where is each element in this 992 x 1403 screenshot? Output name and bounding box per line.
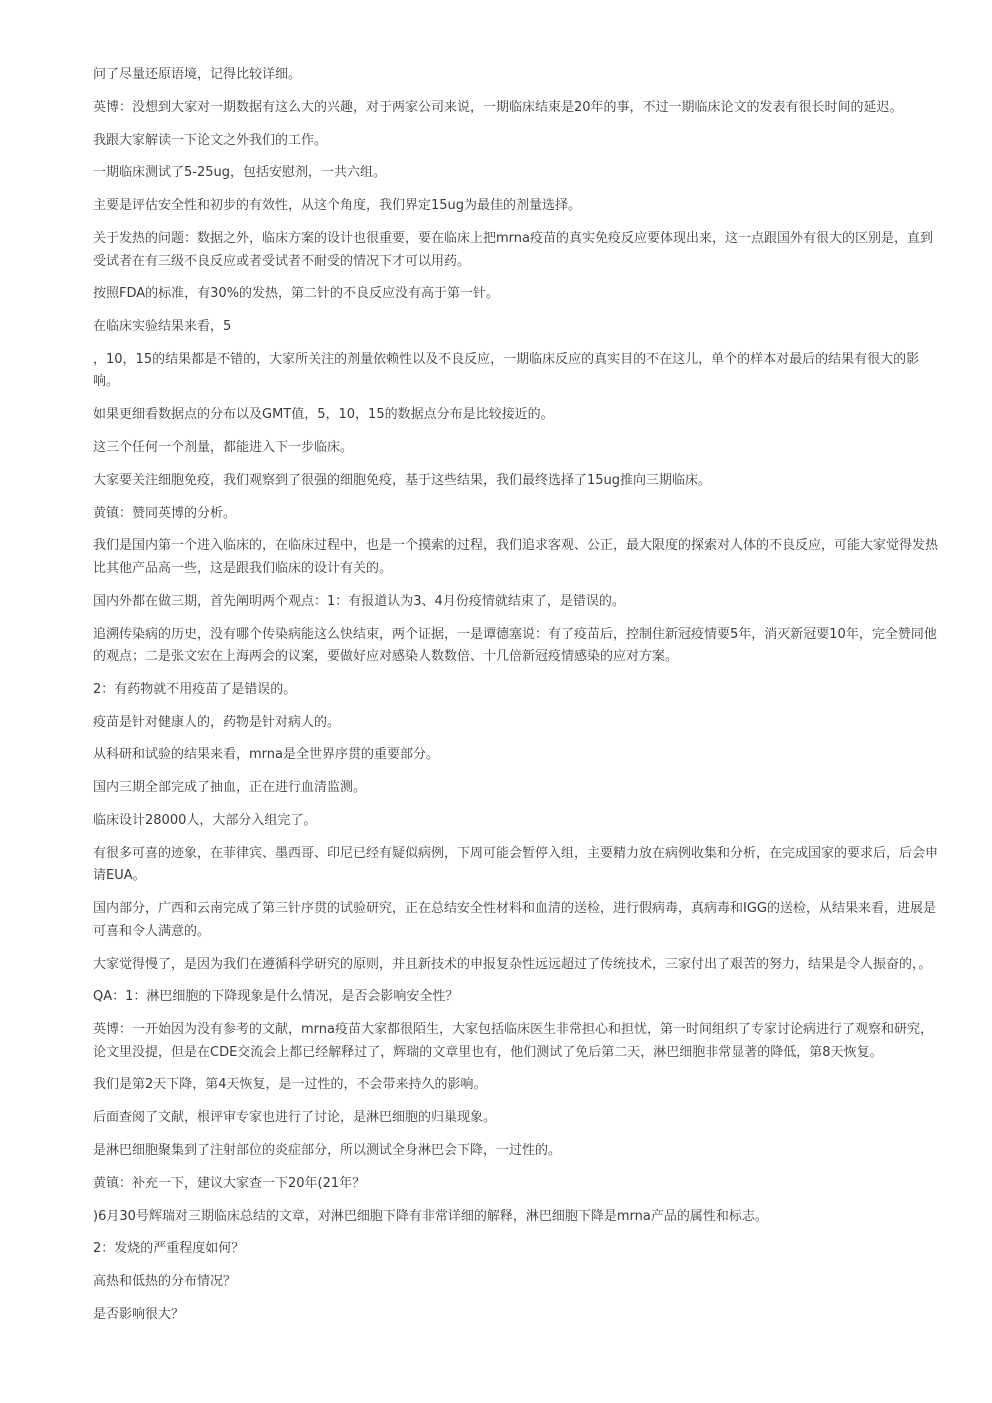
paragraph: 从科研和试验的结果来看，mrna是全世界序贯的重要部分。 <box>93 747 439 763</box>
paragraph: 国内三期全部完成了抽血，正在进行血清监测。 <box>93 780 367 796</box>
paragraph: 这三个任何一个剂量，都能进入下一步临床。 <box>93 440 354 455</box>
paragraph: 我跟大家解读一下论文之外我们的工作。 <box>93 132 328 148</box>
paragraph: 追溯传染病的历史，没有哪个传染病能这么快结束，两个证据，一是谭德塞说：有了疫苗后，控制住新冠疫情要5年，消灭新冠要10年，完全赞同他的观点；二是张文宏在上海两会的议案，要做好应对感染人数数倍、十几倍新冠疫情感染的应对方案。 <box>93 626 937 665</box>
paragraph: 国内部分，广西和云南完成了第三针序贯的试验研究，正在总结安全性材料和血清的送检，进行假病毒，真病毒和IGG的送检，从结果来看，进展是可喜和令人满意的。 <box>93 901 936 939</box>
paragraph: 国内外都在做三期，首先阐明两个观点：1：有报道认为3、4月份疫情就结束了，是错误的。 <box>93 593 625 609</box>
paragraph: 关于发热的问题：数据之外，临床方案的设计也很重要，要在临床上把mrna疫苗的真实免疫反应要体现出来，这一点跟国外有很大的区别是，直到受试者在有三级不良反应或者受试者不耐受的情况下才可以用药。 <box>93 230 933 269</box>
paragraph: QA：1：淋巴细胞的下降现象是什么情况，是否会影响安全性？ <box>93 989 459 1005</box>
paragraph: 大家觉得慢了，是因为我们在遵循科学研究的原则，并且新技术的申报复杂性远远超过了传统技术，三家付出了艰苦的努力，结果是令人振奋的，。 <box>93 956 932 972</box>
paragraph: 黄镇：补充一下，建议大家查一下20年(21年？ <box>93 1175 366 1191</box>
paragraph: 我们是第2天下降，第4天恢复，是一过性的，不会带来持久的影响。 <box>93 1077 487 1093</box>
paragraph: 是淋巴细胞聚集到了注射部位的炎症部分，所以测试全身淋巴会下降，一过性的。 <box>93 1143 562 1159</box>
paragraph: 问了尽量还原语境，记得比较详细。 <box>93 67 302 82</box>
paragraph: 后面查阅了文献，根评审专家也进行了讨论，是淋巴细胞的归巢现象。 <box>93 1110 497 1126</box>
paragraph: 2：发烧的严重程度如何？ <box>93 1241 245 1257</box>
paragraph: 临床设计28000人，大部分入组完了。 <box>93 813 317 828</box>
paragraph: 是否影响很大？ <box>93 1306 185 1322</box>
paragraph: )6月30号辉瑞对三期临床总结的文章，对淋巴细胞下降有非常详细的解释，淋巴细胞下降是mrna产品的属性和标志。 <box>93 1208 768 1224</box>
paragraph: 英博：一开始因为没有参考的文献，mrna疫苗大家都很陌生，大家包括临床医生非常担心和担忧，第一时间组织了专家讨论病进行了观察和研究，论文里没提，但是在CDE交流会上都已经解释过了，辉瑞的文章里也有，他们测试了免后第二天，淋巴细胞非常显著的降低，第8天恢复。 <box>93 1022 933 1060</box>
paragraph: 2：有药物就不用疫苗了是错误的。 <box>93 681 297 697</box>
document-page <box>93 64 943 1337</box>
paragraph: 英博：没想到大家对一期数据有这么大的兴趣，对于两家公司来说，一期临床结束是20年的事，不过一期临床论文的发表有很长时间的延迟。 <box>93 99 903 115</box>
paragraph: 按照FDA的标准，有30%的发热，第二针的不良反应没有高于第一针。 <box>93 286 500 302</box>
paragraph: 如果更细看数据点的分布以及GMT值，5，10，15的数据点分布是比较接近的。 <box>93 407 554 423</box>
paragraph: 黄镇：赞同英博的分析。 <box>93 505 237 521</box>
paragraph: 大家要关注细胞免疫，我们观察到了很强的细胞免疫，基于这些结果，我们最终选择了15ug推向三期临床。 <box>93 472 712 488</box>
paragraph: 有很多可喜的迹象，在菲律宾、墨西哥、印尼已经有疑似病例，下周可能会暂停入组，主要精力放在病例收集和分析，在完成国家的要求后，后会申请EUA。 <box>93 845 939 884</box>
paragraph: ，10，15的结果都是不错的，大家所关注的剂量依赖性以及不良反应，一期临床反应的真实目的不在这儿，单个的样本对最后的结果有很大的影响。 <box>93 351 920 390</box>
paragraph: 一期临床测试了5-25ug，包括安慰剂，一共六组。 <box>93 165 386 181</box>
paragraph: 疫苗是针对健康人的，药物是针对病人的。 <box>93 714 341 730</box>
paragraph: 主要是评估安全性和初步的有效性，从这个角度，我们界定15ug为最佳的剂量选择。 <box>93 198 582 214</box>
paragraph: 高热和低热的分布情况？ <box>93 1274 237 1290</box>
paragraph: 我们是国内第一个进入临床的，在临床过程中，也是一个摸索的过程，我们追求客观、公正，最大限度的探索对人体的不良反应，可能大家觉得发热比其他产品高一些，这是跟我们临床的设计有关的。 <box>93 538 939 576</box>
paragraph: 在临床实验结果来看，5 <box>93 319 232 335</box>
